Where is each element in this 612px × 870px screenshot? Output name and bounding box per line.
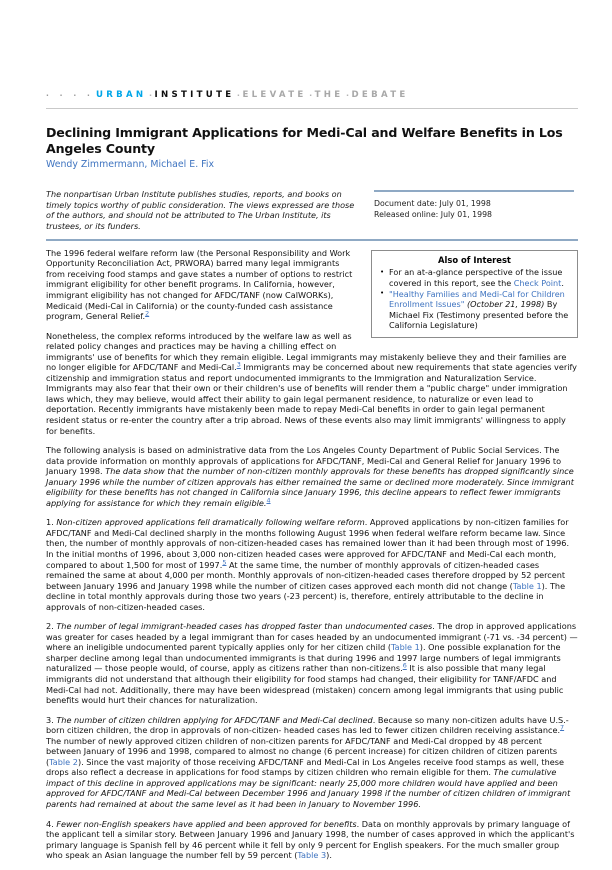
paragraph-intro-2: [46, 331, 578, 436]
p4-number: 1.: [46, 517, 57, 528]
list-item: [389, 289, 571, 330]
also-of-interest-box: [371, 250, 578, 338]
body-top-divider: [46, 239, 578, 240]
masthead-elevate: ELEVATE: [242, 90, 307, 100]
footnote-ref-2[interactable]: [145, 309, 149, 317]
p7-heading: Fewer non-English speakers have applied and been approved for benefits: [56, 818, 357, 829]
p4-text-b: At the same time, the number of monthly approvals of citizen-headed cases remained the same at about 4,000 per month. Monthly approvals of non-citizen-headed cases therefore dropped by 52 percent between January 1996 and January 1998 while the number of citizen cases approved each month did not change (: [46, 559, 566, 591]
released-online-date: Released online: July 01, 1998: [374, 209, 493, 219]
footnote-link-5[interactable]: 5: [222, 557, 227, 566]
urban-institute-masthead: [46, 88, 578, 102]
p3-text-a: The following analysis is based on administrative data from the Los Angeles County Department of Public Social Services. The data provide information on monthly approvals of applications for AFDC/TANF, Medi-Cal and General Relief for January 1996 to January 1998.: [46, 445, 562, 477]
healthy-families-link[interactable]: "Healthy Families and Medi-Cal for Children Enrollment Issues": [389, 288, 565, 310]
document-metadata: [374, 189, 574, 220]
metadata-divider: [374, 190, 574, 192]
masthead-divider: [46, 108, 578, 109]
p6-text-b: The number of newly approved citizen children of non-citizen parents for AFDC/TANF and Medi-Cal dropped by 48 percent between January of 1996 and 1998, compared to almost no change (6 percent increase) for citizen children of citizen parents (: [46, 735, 558, 767]
footnote-link-4[interactable]: 4: [266, 496, 271, 505]
p7-number: 4.: [46, 818, 57, 829]
publisher-disclaimer: The nonpartisan Urban Institute publishes studies, reports, and books on timely topics worthy of public consideration. The views expressed are those of the authors, and should not be attributed to The Urban Institute, its trustees, or its funders.: [46, 189, 355, 231]
p4-text-c: ). The decline in total monthly approvals during those two years (-23 percent) is, therefore, entirely attributable to the decline in approvals of non-citizen-headed cases.: [46, 580, 566, 612]
footnote-ref-4[interactable]: [266, 496, 270, 504]
table-1-link-a[interactable]: Table 1: [512, 580, 542, 591]
page-title: Declining Immigrant Applications for Medi-Cal and Welfare Benefits in Los Angeles County: [46, 125, 563, 156]
check-point-link[interactable]: Check Point: [513, 277, 562, 288]
footnote-link-7[interactable]: 7: [560, 723, 565, 732]
masthead-debate: DEBATE: [351, 90, 409, 100]
p5-text-a: . The drop in approved applications was greater for cases headed by a legal immigrant than for cases headed by an undocumented immigrant (-71 vs. -34 percent) — where an ineligible undocumented parent typically applies only for her citizen child (: [46, 621, 578, 653]
paragraph-finding-4: [46, 819, 578, 861]
masthead-separator-1: ·: [148, 90, 152, 100]
masthead-urban: URBAN: [95, 90, 147, 100]
also-of-interest-container: [371, 250, 578, 338]
p5-text-c: It is also possible that many legal immigrants did not understand that although their eligibility for food stamps had changed, their eligibility for TANF/AFDC and Medi-Cal had not. Additionally, there may have been widespread (mistaken) concern among legal immigrants that using public benefits would hurt their chances for naturalization.: [46, 663, 564, 706]
footnote-link-3[interactable]: 3: [236, 360, 241, 369]
document-authors[interactable]: Wendy Zimmermann, Michael E. Fix: [46, 159, 215, 170]
p5-text-b: ). One possible explanation for the sharper decline among legal than undocumented immigrants is that during 1996 and 1997 large numbers of legal immigrants naturalized — those people would, of course, apply as citizens rather than non-citizens.: [46, 642, 561, 674]
p4-text-a: . Approved applications by non-citizen families for AFDC/TANF and Medi-Cal declined sharply in the months following August 1996 when federal welfare reform became law. Since then, the number of monthly approvals of non-citizen-headed cases has remained lower than it had been through most of 1996. In the initial months of 1996, about 3,000 non-citizen headed cases were approved for AFDC/TANF and Medi-Cal each month, compared to about 1,500 for most of 1997.: [46, 517, 570, 570]
paragraph-intro-1: [46, 248, 358, 322]
p5-heading: The number of legal immigrant-headed cases has dropped faster than undocumented cases: [56, 621, 433, 632]
p7-text-a: . Data on monthly approvals by primary language of the applicant tell a similar story. Between January 1996 and January 1998, the number of cases approved in which the applicant's primary language is Spanish fell by 46 percent while it fell by only 9 percent for English speakers. For the much smaller group who speak an Asian language the number fell by 59 percent (: [46, 818, 575, 861]
paragraph-finding-1: [46, 517, 578, 612]
p3-text-italic: The data show that the number of non-citizen monthly approvals for these benefits has dropped significantly since January 1996 while the number of citizen approvals has either remained the same or declined more moderately. Since immigrant eligibility for these benefits has not changed in California since January 1996, this decline appears to reflect fewer immigrants applying for assistance for which they remain eligible.: [46, 466, 574, 508]
disclaimer-and-metadata-row: [46, 189, 578, 231]
footnote-link-6[interactable]: 6: [402, 661, 407, 670]
also-of-interest-title: Also of Interest: [438, 254, 511, 265]
p6-number: 3.: [46, 714, 57, 725]
footnote-ref-7[interactable]: [560, 723, 564, 731]
p4-heading: Non-citizen approved applications fell dramatically following welfare reform: [56, 517, 365, 528]
p6-heading: The number of citizen children applying for AFDC/TANF and Medi-Cal declined: [56, 714, 373, 725]
aoi-item2-text: By Michael Fix (Testimony presented before the California Legislature): [389, 299, 569, 330]
aoi-item2-date: (October 21, 1998): [464, 299, 545, 310]
p2-text-a: Nonetheless, the complex reforms introduced by the welfare law as well as related policy changes and practices may be having a chilling effect on immigrants' use of benefits for which they remain eligible. Legal immigrants may mistakenly believe they and their families are no longer eligible for AFDC/TANF and Medi-Cal.: [46, 330, 567, 373]
paragraph-finding-3: [46, 715, 578, 810]
masthead-lead-dots: · · · ·: [46, 90, 94, 100]
aoi-item1-period: .: [561, 277, 564, 288]
document-body: [46, 248, 578, 870]
p5-number: 2.: [46, 621, 57, 632]
document-date: Document date: July 01, 1998: [374, 198, 491, 208]
masthead-the: THE: [314, 90, 344, 100]
masthead-separator-2: ·: [236, 90, 240, 100]
p2-text-b: Immigrants may be concerned about new requirements that state agencies verify citizenship and immigration status and report undocumented immigrants to the Immigration and Naturalization Service. Immigrants may also fear that their own or their children's use of benefits will render them a "public charge" under immigration laws which, they may believe, would affect their ability to gain legal permanent residence, to naturalize or even lead to deportation. Recently immigrants have mistakenly been made to repay Medi-Cal benefits in order to gain legal permanent resident status or re-enter the country after a trip abroad. News of these events also may limit immigrants' willingness to apply for benefits.: [46, 362, 577, 436]
list-item: [389, 267, 571, 288]
aoi-item1-text: For an at-a-glance perspective of the issue covered in this report, see the: [389, 267, 563, 288]
masthead-institute: INSTITUTE: [154, 90, 235, 100]
also-of-interest-list: [378, 267, 571, 330]
p7-text-b: ).: [326, 850, 332, 861]
p6-text-c: ). Since the vast majority of those receiving AFDC/TANF and Medi-Cal in Los Angeles receive food stamps as well, these drops also reflect a decrease in applications for food stamps by citizen children who remain eligible for them.: [46, 756, 564, 778]
table-2-link[interactable]: Table 2: [49, 756, 78, 767]
masthead-separator-3: ·: [309, 90, 313, 100]
table-1-link-b[interactable]: Table 1: [391, 642, 420, 653]
masthead-separator-4: ·: [345, 90, 349, 100]
page-content: [46, 88, 578, 870]
paragraph-finding-2: [46, 621, 578, 705]
footnote-link-2[interactable]: 2: [145, 309, 150, 318]
paragraph-methodology: [46, 445, 578, 508]
p6-text-italic: The cumulative impact of this decline in approved applications may be significant: nearly 25,000 more children would have applied and been approved for AFDC/TANF and Medi-Cal between December 1996 and January 1998 if the number of citizen children of immigrant parents had remained at about the same level as it had been in January to November 1996.: [46, 767, 571, 810]
table-3-link[interactable]: Table 3: [297, 850, 327, 861]
p6-text-a: . Because so many non-citizen adults have U.S.-born citizen children, the drop in approvals of non-citizen- headed cases has led to fewer citizen children receiving assistance.: [46, 714, 569, 736]
p1-text: The 1996 federal welfare reform law (the Personal Responsibility and Work Opportunity Reconciliation Act, PRWORA) barred many legal immigrants from receiving food stamps and gave states a number of options to restrict immigrant eligibility for other benefit programs. In California, however, immigrant eligibility has not changed for AFDC/TANF (now CalWORKs), Medicaid (Medi-Cal in California) or the county-funded cash assistance program, General Relief.: [46, 247, 353, 322]
